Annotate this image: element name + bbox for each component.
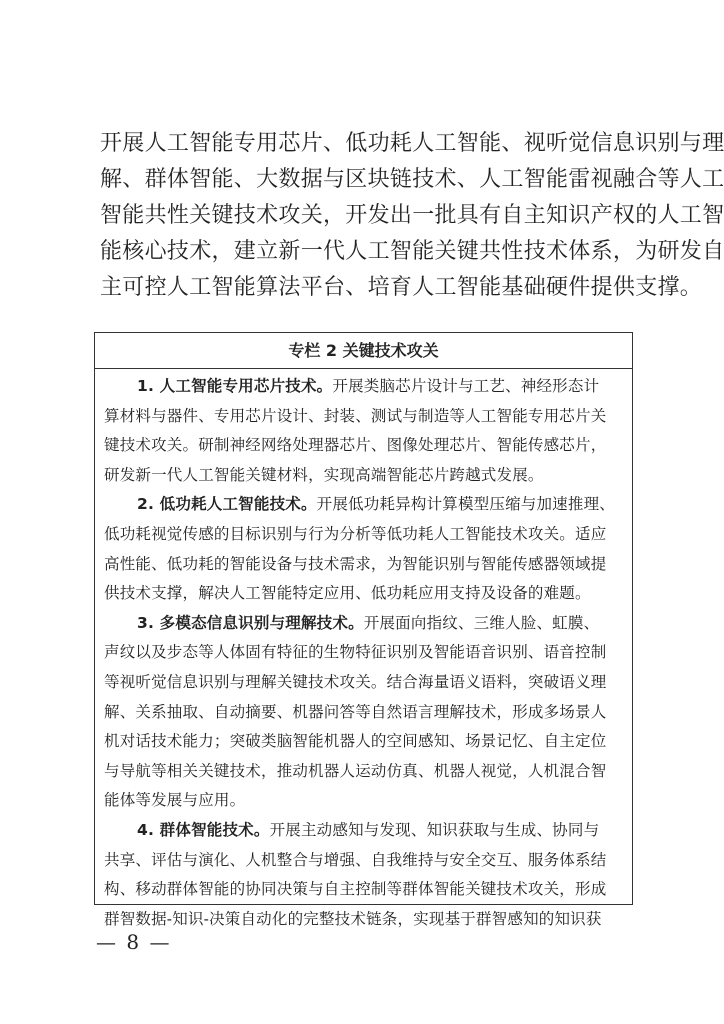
- column-box-body: [95, 369, 632, 934]
- item-line: 等视听觉信息识别与理解关键技术攻关。结合海量语义语料，突破语义理: [104, 672, 607, 691]
- box-item-swarm: [104, 816, 623, 934]
- column-box-title: 专栏 2 关键技术攻关: [95, 333, 632, 369]
- intro-line: 开展人工智能专用芯片、低功耗人工智能、视听觉信息识别与理: [100, 131, 724, 156]
- item-line: 群智数据-知识-决策自动化的完整技术链条，实现基于群智感知的知识获: [104, 909, 602, 928]
- item-line: 键技术攻关。研制神经网络处理器芯片、图像处理芯片、智能传感芯片，: [104, 436, 607, 455]
- item-line: 与导航等相关关键技术，推动机器人运动仿真、机器人视觉，人机混合智: [104, 761, 607, 780]
- item-line: 能体等发展与应用。: [104, 791, 246, 810]
- box-item-multimodal: [104, 609, 623, 816]
- item-heading: 4. 群体智能技术。: [137, 820, 270, 839]
- item-heading: 2. 低功耗人工智能技术。: [137, 495, 317, 514]
- item-text: 开展低功耗异构计算模型压缩与加速推理、: [316, 495, 615, 514]
- item-line: 声纹以及步态等人体固有特征的生物特征识别及智能语音识别、语音控制: [104, 643, 607, 662]
- item-text: 开展类脑芯片设计与工艺、神经形态计: [332, 377, 600, 395]
- box-item-chips: [104, 372, 623, 490]
- column-box: [94, 332, 633, 928]
- intro-paragraph: [100, 126, 724, 306]
- intro-line: 解、群体智能、大数据与区块链技术、人工智能雷视融合等人工: [100, 167, 724, 192]
- item-line: 高性能、低功耗的智能设备与技术需求，为智能识别与智能传感器领域提: [104, 554, 607, 573]
- item-line: 机对话技术能力；突破类脑智能机器人的空间感知、场景记忆、自主定位: [104, 732, 607, 751]
- item-first-line: [104, 816, 623, 846]
- box-item-low-power: [104, 490, 623, 608]
- item-line: 低功耗视觉传感的目标识别与行为分析等低功耗人工智能技术攻关。适应: [104, 524, 607, 543]
- intro-line: 主可控人工智能算法平台、培育人工智能基础硬件提供支撑。: [100, 275, 703, 300]
- item-line: 研发新一代人工智能关键材料，实现高端智能芯片跨越式发展。: [104, 465, 544, 484]
- item-line: 算材料与器件、专用芯片设计、封装、测试与制造等人工智能专用芯片关: [104, 406, 607, 425]
- item-heading: 3. 多模态信息识别与理解技术。: [137, 613, 364, 632]
- item-text: 开展面向指纹、三维人脸、虹膜、: [363, 613, 600, 632]
- item-first-line: [104, 609, 623, 639]
- item-first-line: [104, 372, 623, 402]
- page-number: — 8 —: [96, 930, 172, 954]
- item-line: 解、关系抽取、自动摘要、机器问答等自然语言理解技术，形成多场景人: [104, 702, 607, 721]
- item-heading: 1. 人工智能专用芯片技术。: [137, 377, 333, 395]
- intro-line: 能核心技术，建立新一代人工智能关键共性技术体系，为研发自: [100, 239, 724, 264]
- intro-line: 智能共性关键技术攻关，开发出一批具有自主知识产权的人工智: [100, 203, 724, 228]
- item-text: 开展主动感知与发现、知识获取与生成、协同与: [269, 820, 600, 839]
- item-line: 供技术支撑，解决人工智能特定应用、低功耗应用支持及设备的难题。: [104, 584, 591, 603]
- item-line: 构、移动群体智能的协同决策与自主控制等群体智能关键技术攻关，形成: [104, 880, 607, 899]
- item-first-line: [104, 490, 623, 520]
- item-line: 共享、评估与演化、人机整合与增强、自我维持与安全交互、服务体系结: [104, 850, 607, 869]
